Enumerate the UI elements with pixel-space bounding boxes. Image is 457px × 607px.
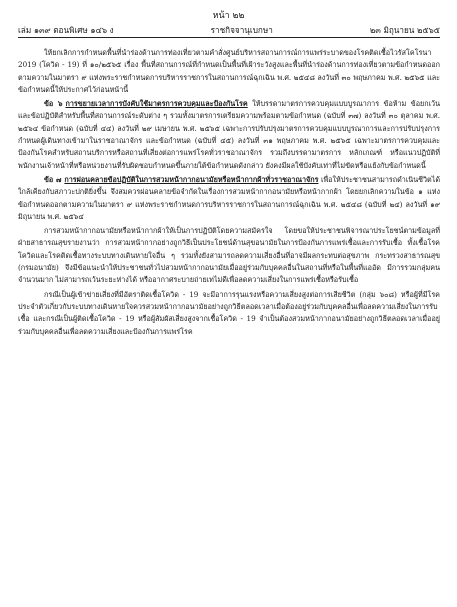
document-body bbox=[18, 47, 440, 340]
gazette-header bbox=[18, 24, 440, 37]
mask-voluntary-paragraph: การสวมหน้ากากอนามัยหรือหน้ากากผ้าให้เป็นการปฏิบัติโดยความสมัครใจ โดยขอให้ประชาชนพิจารณาประโยชน์ตามข้อมูลที่ฝ่ายสาธารณสุขรายงานว่า การสวมหน้ากากอย่างถูกวิธีเป็นประโยชน์ด้านสุขอนามัยในการป้องกันการแพร่เชื้อและการรับเชื้อ ทั้งเชื้อโรคโควิดและโรคติดเชื้อทางระบบทางเดินหายใจอื่น ๆ รวมทั้งยังสามารถลดความเสี่ยงอื่นที่อาจมีผลกระทบต่อสุขภาพ กระทรวงสาธารณสุข (กรมอนามัย) จึงมีข้อแนะนำให้ประชาชนทั่วไปสวมหน้ากากอนามัยเมื่ออยู่ร่วมกับบุคคลอื่นในสถานที่หรือในพื้นที่แออัด มีการรวมกลุ่มคนจำนวนมาก ไม่สามารถเว้นระยะห่างได้ หรืออากาศระบายถ่ายเทไม่ดีเพื่อลดความเสี่ยงในการแพร่เชื้อหรือรับเชื้อ bbox=[18, 226, 440, 285]
clause-7-text: เพื่อให้ประชาชนสามารถดำเนินชีวิตได้ใกล้เคียงกับสภาวะปกติยิ่งขึ้น จึงสมควรผ่อนคลายข้อจำกัดในเรื่องการสวมหน้ากากอนามัยหรือหน้ากากผ้า โดยยกเลิกความในข้อ ๑ แห่งข้อกำหนดออกตามความในมาตรา ๙ แห่งพระราชกำหนดการบริหารราชการในสถานการณ์ฉุกเฉิน พ.ศ. ๒๕๔๘ (ฉบับที่ ๒๔) ลงวันที่ ๑๙ มิถุนายน พ.ศ. ๒๕๖๔ bbox=[18, 174, 440, 221]
clause-6-text: ให้บรรดามาตรการควบคุมแบบบูรณาการ ข้อห้าม ข้อยกเว้น และข้อปฏิบัติสำหรับพื้นที่สถานการณ์ระดับต่าง ๆ รวมทั้งมาตรการเตรียมความพร้อมตามข้อกำหนด (ฉบับที่ ๓๗) ลงวันที่ ๓๐ ตุลาคม พ.ศ. ๒๕๖๔ ข้อกำหนด (ฉบับที่ ๔๔) ลงวันที่ ๒๙ เมษายน พ.ศ. ๒๕๖๕ เฉพาะการปรับปรุงมาตรการควบคุมแบบบูรณาการและการปรับปรุงการกำหนดผู้เดินทางเข้ามาในราชอาณาจักร และข้อกำหนด (ฉบับที่ ๔๕) ลงวันที่ ๓๑ พฤษภาคม พ.ศ. ๒๕๖๕ เฉพาะมาตรการควบคุมและป้องกันโรคสำหรับสถานบริการหรือสถานที่เสี่ยงต่อการแพร่โรคทั่วราชอาณาจักร รวมถึงบรรดามาตรการ หลักเกณฑ์ หรือแนวปฏิบัติที่พนักงานเจ้าหน้าที่หรือหน่วยงานที่รับผิดชอบกำหนดขึ้นภายใต้ข้อกำหนดดังกล่าว ยังคงมีผลใช้บังคับเท่าที่ไม่ขัดหรือแย้งกับข้อกำหนดนี้ bbox=[18, 99, 440, 170]
volume-info: เล่ม ๑๓๙ ตอนพิเศษ ๑๔๖ ง bbox=[18, 25, 114, 35]
clause-6 bbox=[18, 98, 440, 172]
header-divider bbox=[18, 37, 440, 38]
clause-7 bbox=[18, 174, 440, 223]
high-risk-paragraph: กรณีเป็นผู้เข้าข่ายเสี่ยงที่มีอัตราติดเชื้อโควิด - 19 จะมีอาการรุนแรงหรือความเสี่ยงสูงต่อการเสียชีวิต (กลุ่ม ๖๐๘) หรือผู้ที่มีโรคประจำตัวเกี่ยวกับระบบทางเดินหายใจควรสวมหน้ากากอนามัยอย่างถูกวิธีตลอดเวลาเมื่อต้องอยู่ร่วมกับบุคคลอื่นเพื่อลดความเสี่ยงในการรับเชื้อ และกรณีเป็นผู้ติดเชื้อโควิด - 19 หรือผู้สัมผัสเสี่ยงสูงจากเชื้อโควิด - 19 จำเป็นต้องสวมหน้ากากอนามัยอย่างถูกวิธีตลอดเวลาเมื่ออยู่ร่วมกับบุคคลอื่นเพื่อลดความเสี่ยงและป้องกันการแพร่โรค bbox=[18, 289, 440, 336]
clause-6-title: การขยายเวลาการบังคับใช้มาตรการควบคุมและป้องกันโรค bbox=[65, 99, 248, 109]
intro-paragraph: ให้ยกเลิกการกำหนดพื้นที่นำร่องด้านการท่องเที่ยวตามคำสั่งศูนย์บริหารสถานการณ์การแพร่ระบาดของโรคติดเชื้อไวรัสโคโรนา 2019 (โควิด - 19) ที่ ๑๐/๒๕๖๕ เรื่อง พื้นที่สถานการณ์ที่กำหนดเป็นพื้นที่เฝ้าระวังสูงและพื้นที่นำร่องด้านการท่องเที่ยวตามข้อกำหนดออกตามความในมาตรา ๙ แห่งพระราชกำหนดการบริหารราชการในสถานการณ์ฉุกเฉิน พ.ศ. ๒๕๔๘ ลงวันที่ ๓๐ พฤษภาคม พ.ศ. ๒๕๖๕ และข้อกำหนดนี้ให้ประกาศไว้ก่อนหน้านี้ bbox=[18, 48, 440, 94]
publication-date: ๒๓ มิถุนายน ๒๕๖๕ bbox=[369, 25, 440, 35]
clause-7-title: การผ่อนคลายข้อปฏิบัติในการสวมหน้ากากอนามัยหรือหน้ากากผ้าทั่วราชอาณาจักร bbox=[64, 174, 319, 184]
clause-6-number: ข้อ ๖ bbox=[44, 99, 63, 109]
publication-name: ราชกิจจานุเบกษา bbox=[210, 25, 273, 35]
page-number: หน้า ๒๒ bbox=[212, 11, 245, 21]
clause-7-number: ข้อ ๗ bbox=[44, 174, 62, 184]
